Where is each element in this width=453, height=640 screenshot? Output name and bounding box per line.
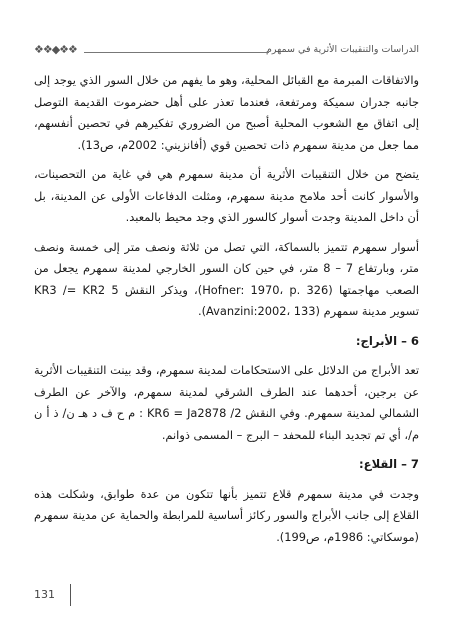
- running-header: [34, 40, 419, 62]
- paragraph-walls-agreements: والاتفاقات المبرمة مع القبائل المحلية، وهو ما يفهم من خلال السور الذي يوجد إلى جانبه جدران سميكة ومرتفعة، فعندما تعذر على أهل حضرموت القديمة التوصل إلى اتفاق مع الشعوب المحلية أصبح من الضروري تفكيرهم في تحصين أنفسهم، مما جعل من مدينة سمهرم ذات تحصين قوي (أفانزيني: 2002م، ص13).: [34, 73, 419, 152]
- section-heading-towers: 6 – الأبراج:: [355, 333, 419, 348]
- section-heading-castles: 7 – القلاع:: [359, 457, 419, 471]
- running-header-title: الدراسات والتنقيبات الأثرية في سمهرم: [266, 44, 419, 55]
- paragraph-castles: وجدت في مدينة سمهرم قلاع تتميز بأنها تتكون من عدة طوابق، وشكلت هذه القلاع إلى جانب الأبراج والسور ركائز أساسية للمرابطة والحماية عن مدينة سمهرم (موسكاتي: 1986م، ص199).: [34, 486, 419, 544]
- paragraph-towers: تعد الأبراج من الدلائل على الاستحكامات لمدينة سمهرم، وقد بينت التنقيبات الأثرية عن برجين، أحدهما عند الطرف الشرقي لمدينة سمهرم، والآخر عن الطرف الشمالي لمدينة سمهرم. وفي النقش KR6 = Ja2878 /2 : م ح ف د هـ ن/ ذ أ ن م/، أي تم تجديد البناء للمحفد – البرج – المسمى ذوانم.: [34, 363, 419, 442]
- page-number: 131: [34, 588, 55, 601]
- ornament-icon: ❖❖◆❖❖: [34, 43, 77, 56]
- footer-rule: [70, 584, 71, 606]
- page-body: [34, 70, 419, 556]
- header-rule: [84, 52, 269, 53]
- paragraph-fortifications: يتضح من خلال التنقيبات الأثرية أن مدينة سمهرم هي في غاية من التحصينات، والأسوار كانت أحد ملامح مدينة سمهرم، ومثلت الدفاعات الأولى عن المدينة، بل أن داخل المدينة وجدت أسوار كالسور الذي وجد محيط بالمعبد.: [34, 167, 419, 224]
- paragraph-wall-thickness: أسوار سمهرم تتميز بالسماكة، التي تصل من ثلاثة ونصف متر إلى خمسة ونصف متر، وبارتفاع 7 – 8 متر، في حين كان السور الخارجي لمدينة سمهرم يجعل من الصعب مهاجمتها (Hofner: 1970، p. 326)، ويذكر النقش KR3 /= KR2 5 تسوير مدينة سمهرم (Avanzini:2002، 133).: [34, 239, 419, 318]
